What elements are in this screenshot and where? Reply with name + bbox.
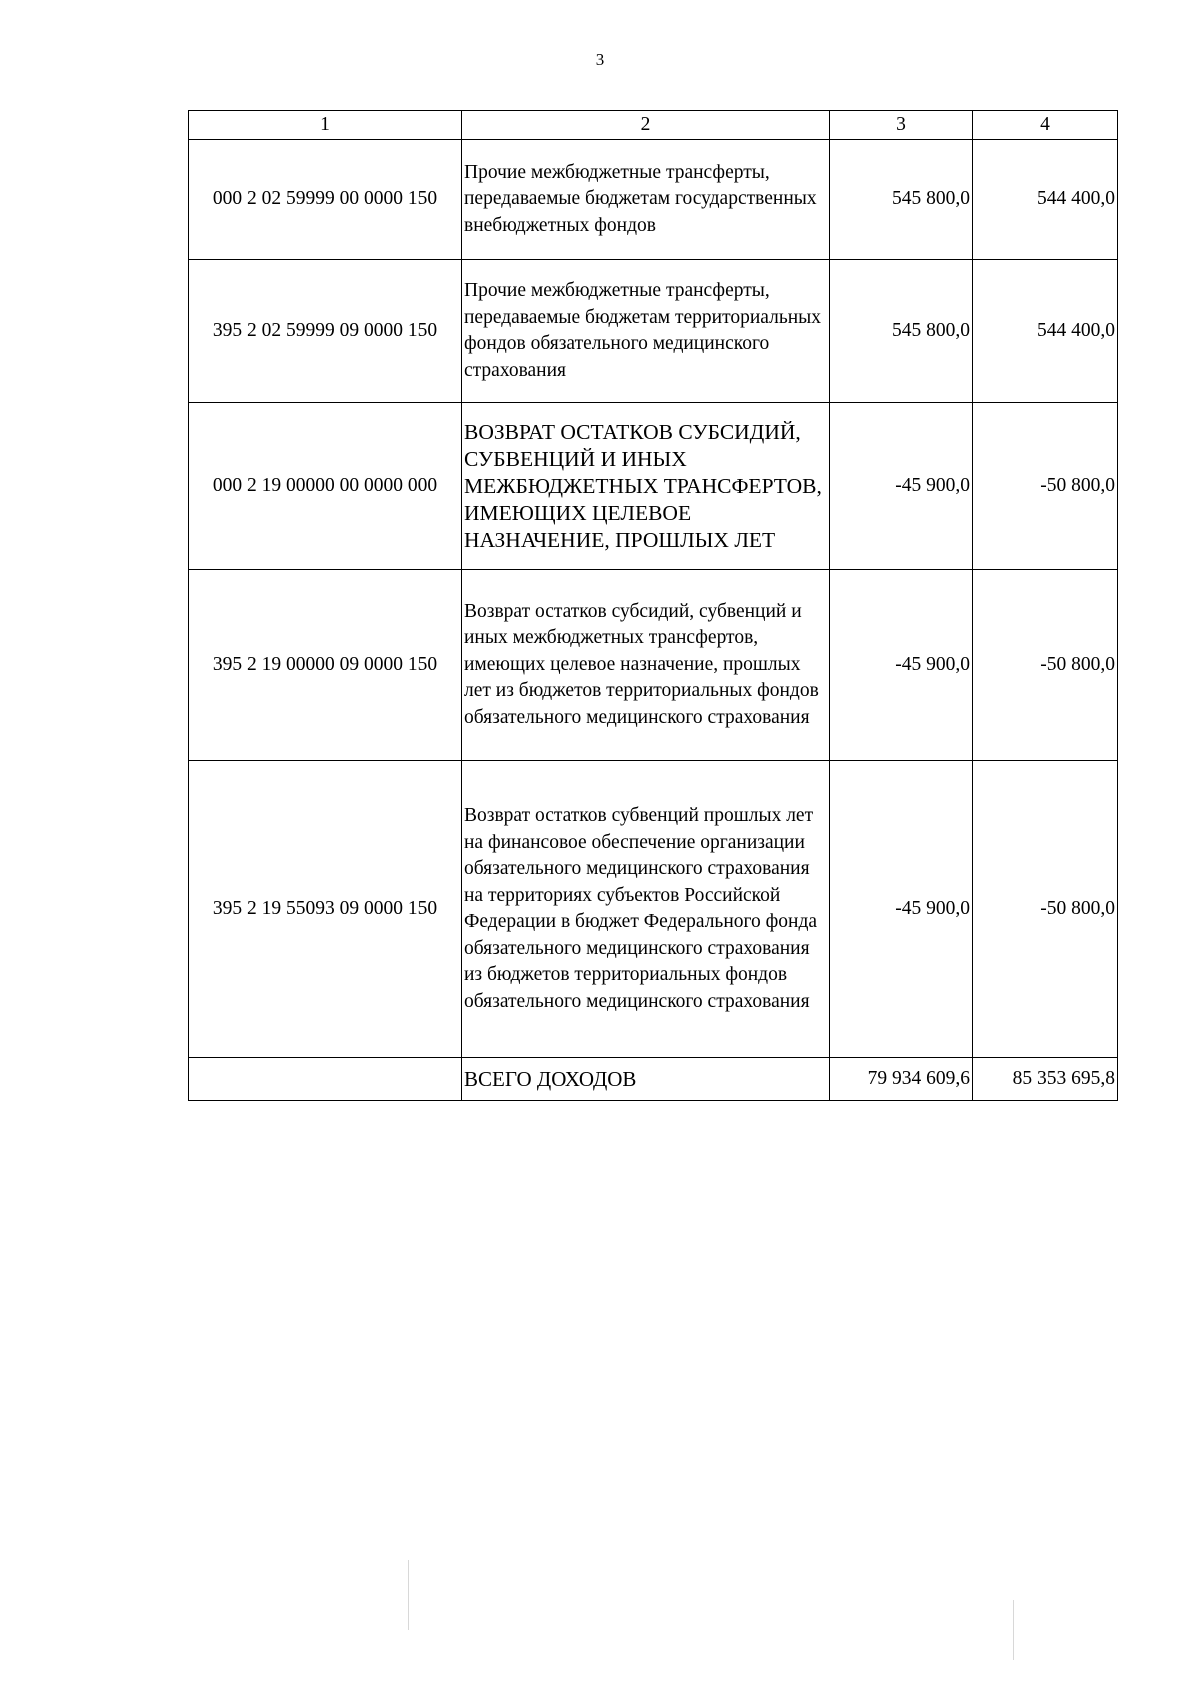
- amount-col4: -50 800,0: [973, 761, 1118, 1058]
- table-row: [189, 570, 1118, 761]
- income-name: Прочие межбюджетные трансферты, передаваемые бюджетам территориальных фондов обязательного медицинского страхования: [462, 260, 830, 403]
- total-label: ВСЕГО ДОХОДОВ: [462, 1058, 830, 1101]
- amount-col4: 544 400,0: [973, 260, 1118, 403]
- total-col4: 85 353 695,8: [973, 1058, 1118, 1101]
- income-name: ВОЗВРАТ ОСТАТКОВ СУБСИДИЙ, СУБВЕНЦИЙ И ИНЫХ МЕЖБЮДЖЕТНЫХ ТРАНСФЕРТОВ, ИМЕЮЩИХ ЦЕЛЕВОЕ НАЗНАЧЕНИЕ, ПРОШЛЫХ ЛЕТ: [462, 403, 830, 570]
- column-header-2: 2: [462, 111, 830, 140]
- amount-col3: -45 900,0: [830, 570, 973, 761]
- total-code: [189, 1058, 462, 1101]
- income-name: Возврат остатков субсидий, субвенций и иных межбюджетных трансфертов, имеющих целевое назначение, прошлых лет из бюджетов территориальных фондов обязательного медицинского страхования: [462, 570, 830, 761]
- amount-col4: 544 400,0: [973, 140, 1118, 260]
- column-header-1: 1: [189, 111, 462, 140]
- income-table: [188, 110, 1118, 1101]
- income-name: Прочие межбюджетные трансферты, передаваемые бюджетам государственных внебюджетных фондов: [462, 140, 830, 260]
- table-row: [189, 260, 1118, 403]
- budget-code: 000 2 02 59999 00 0000 150: [189, 140, 462, 260]
- page-number: 3: [595, 50, 605, 69]
- budget-code: 395 2 19 55093 09 0000 150: [189, 761, 462, 1058]
- table-row: [189, 761, 1118, 1058]
- amount-col3: 545 800,0: [830, 260, 973, 403]
- scan-artifact-line: [408, 1560, 409, 1630]
- scan-artifact-line: [1013, 1600, 1014, 1660]
- budget-code: 395 2 02 59999 09 0000 150: [189, 260, 462, 403]
- column-header-4: 4: [973, 111, 1118, 140]
- column-header-3: 3: [830, 111, 973, 140]
- amount-col3: 545 800,0: [830, 140, 973, 260]
- total-row: [189, 1058, 1118, 1101]
- table-row: [189, 140, 1118, 260]
- amount-col3: -45 900,0: [830, 761, 973, 1058]
- total-col3: 79 934 609,6: [830, 1058, 973, 1101]
- amount-col4: -50 800,0: [973, 570, 1118, 761]
- income-name: Возврат остатков субвенций прошлых лет на финансовое обеспечение организации обязательного медицинского страхования на территориях субъектов Российской Федерации в бюджет Федерального фонда обязательного медицинского страхования из бюджетов территориальных фондов обязательного медицинского страхования: [462, 761, 830, 1058]
- budget-code: 000 2 19 00000 00 0000 000: [189, 403, 462, 570]
- budget-code: 395 2 19 00000 09 0000 150: [189, 570, 462, 761]
- table-header-row: [189, 111, 1118, 140]
- amount-col3: -45 900,0: [830, 403, 973, 570]
- table-row: [189, 403, 1118, 570]
- amount-col4: -50 800,0: [973, 403, 1118, 570]
